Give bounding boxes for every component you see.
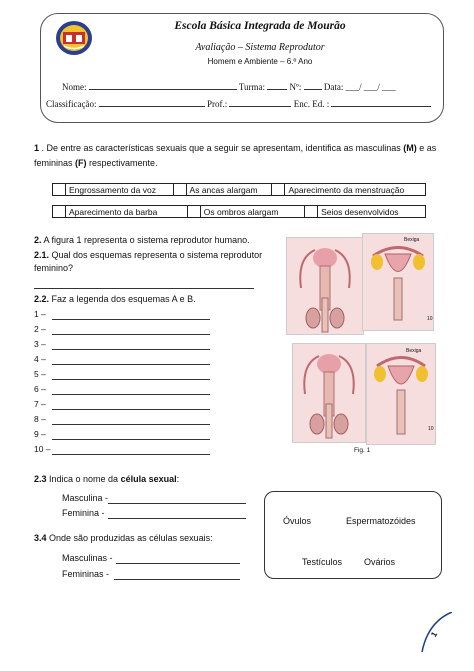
legend-line[interactable]: [52, 409, 210, 410]
q2-statement: A figura 1 representa o sistema reprodutor humano.: [41, 235, 250, 245]
q34-text: [34, 533, 213, 543]
q21-statement-b: feminino?: [34, 263, 74, 273]
trait-box[interactable]: [53, 206, 66, 218]
traits-table-2: [52, 205, 426, 218]
q34-fem-label: Femininas -: [62, 569, 110, 579]
q23-fem-line[interactable]: [108, 518, 246, 519]
q21-statement-a: Qual dos esquemas representa o sistema reprodutor: [49, 250, 263, 260]
male-diagram-b: [292, 343, 366, 443]
legend-item: 5 –: [34, 369, 46, 379]
enc-label: Enc. Ed. :: [293, 99, 330, 109]
q23-colon: :: [176, 474, 180, 484]
legend-line[interactable]: [52, 379, 210, 380]
classificacao-label: Classificação:: [46, 99, 97, 109]
q23-masc-line[interactable]: [108, 503, 246, 504]
number-label: 10: [428, 426, 434, 432]
trait-cell: Seios desenvolvidos: [318, 206, 426, 218]
legend-item: 1 –: [34, 309, 46, 319]
q23-statement: Indica o nome da: [46, 474, 121, 484]
female-diagram-b: [366, 343, 436, 445]
traits-row: [53, 206, 426, 218]
word-ovulos: Óvulos: [283, 516, 312, 526]
q34-statement: Onde são produzidas as células sexuais:: [46, 533, 213, 543]
legend-item: 9 –: [34, 429, 46, 439]
classificacao-row: [46, 97, 431, 109]
enc-field[interactable]: [331, 97, 431, 107]
q2-number: 2.: [34, 235, 42, 245]
classificacao-field[interactable]: [99, 97, 205, 107]
q1-f: (F): [75, 158, 87, 168]
nome-field[interactable]: [89, 80, 237, 90]
legend-item: 10 –: [34, 444, 51, 454]
legend-item: 3 –: [34, 339, 46, 349]
q1-m: (M): [403, 143, 417, 153]
legend-item: 6 –: [34, 384, 46, 394]
trait-box[interactable]: [53, 184, 66, 196]
course-label: Homem e Ambiente – 6.º Ano: [207, 57, 313, 66]
q22-number: 2.2.: [34, 294, 50, 304]
q34-number: 3.4: [34, 533, 47, 543]
trait-box[interactable]: [173, 184, 186, 196]
q2-text: [34, 235, 250, 245]
nome-label: Nome:: [62, 82, 87, 92]
nome-row: [62, 80, 396, 92]
q23-text: [34, 474, 179, 484]
q21-number: 2.1.: [34, 250, 50, 260]
q34-fem-line[interactable]: [114, 579, 240, 580]
number-label: 10: [427, 316, 433, 322]
q22-statement: Faz a legenda dos esquemas A e B.: [49, 294, 196, 304]
legend-item: 8 –: [34, 414, 46, 424]
trait-cell: Aparecimento da barba: [66, 206, 188, 218]
q21-text: [34, 249, 284, 275]
legend-item: 7 –: [34, 399, 46, 409]
q21-answer-line[interactable]: [34, 288, 254, 289]
turma-field[interactable]: [267, 80, 287, 90]
q22-text: [34, 294, 196, 304]
trait-cell: Engrossamento da voz: [66, 184, 174, 196]
data-label: Data:: [323, 82, 344, 92]
traits-row: [53, 184, 426, 196]
q1-text-c: femininas: [34, 158, 76, 168]
legend-line[interactable]: [52, 424, 210, 425]
numero-field[interactable]: [304, 80, 322, 90]
q1-number: 1: [34, 143, 40, 153]
q1-text-a: De entre as características sexuais que a seguir se apresentam, identifica as masculinas: [46, 143, 404, 153]
female-diagram-a: [362, 233, 434, 331]
word-ovarios: Ovários: [364, 557, 396, 567]
test-subject: Avaliação – Sistema Reprodutor: [195, 42, 325, 53]
legend-line[interactable]: [52, 454, 210, 455]
word-testiculos: Testículos: [302, 557, 343, 567]
legend-line[interactable]: [52, 349, 210, 350]
turma-label: Turma:: [238, 82, 266, 92]
legend-line[interactable]: [52, 394, 210, 395]
trait-cell: As ancas alargam: [186, 184, 272, 196]
q34-masc-label: Masculinas -: [62, 553, 113, 563]
q34-masc-line[interactable]: [116, 563, 240, 564]
q23-number: 2.3: [34, 474, 47, 484]
prof-field[interactable]: [229, 97, 291, 107]
trait-box[interactable]: [187, 206, 200, 218]
page-number: 1: [429, 630, 440, 639]
trait-box[interactable]: [305, 206, 318, 218]
word-espermatozoides: Espermatozóides: [346, 516, 416, 526]
legend-line[interactable]: [52, 334, 210, 335]
trait-cell: Os ombros alargam: [200, 206, 304, 218]
school-logo: [54, 18, 94, 58]
school-title: Escola Básica Integrada de Mourão: [174, 20, 346, 32]
q1-text-d: respectivamente.: [86, 158, 158, 168]
male-diagram-a: [286, 237, 364, 335]
numero-label: Nº:: [289, 82, 302, 92]
trait-cell: Aparecimento da menstruação: [285, 184, 426, 196]
legend-line[interactable]: [52, 364, 210, 365]
data-field[interactable]: ___/ ___/ ___: [345, 82, 396, 92]
word-bank-box: [264, 491, 442, 579]
bexiga-label: Bexiga: [404, 237, 420, 243]
figure-caption: Fig. 1: [354, 447, 371, 454]
legend-line[interactable]: [52, 319, 210, 320]
q23-fem-label: Feminina -: [62, 508, 105, 518]
q23-masc-label: Masculina -: [62, 493, 109, 503]
q23-bold: célula sexual: [120, 474, 177, 484]
legend-line[interactable]: [52, 439, 210, 440]
legend-item: 4 –: [34, 354, 46, 364]
q1-text: 1 . De entre as características sexuais que a seguir se apresentam, identifica as masculinas (M) e as femininas (F) respectivamente.: [34, 143, 437, 168]
q1-text-b: e as: [416, 143, 437, 153]
traits-table-1: [52, 183, 426, 196]
trait-box[interactable]: [272, 184, 285, 196]
bexiga-label: Bexiga: [406, 348, 422, 354]
legend-item: 2 –: [34, 324, 46, 334]
prof-label: Prof.:: [206, 99, 228, 109]
